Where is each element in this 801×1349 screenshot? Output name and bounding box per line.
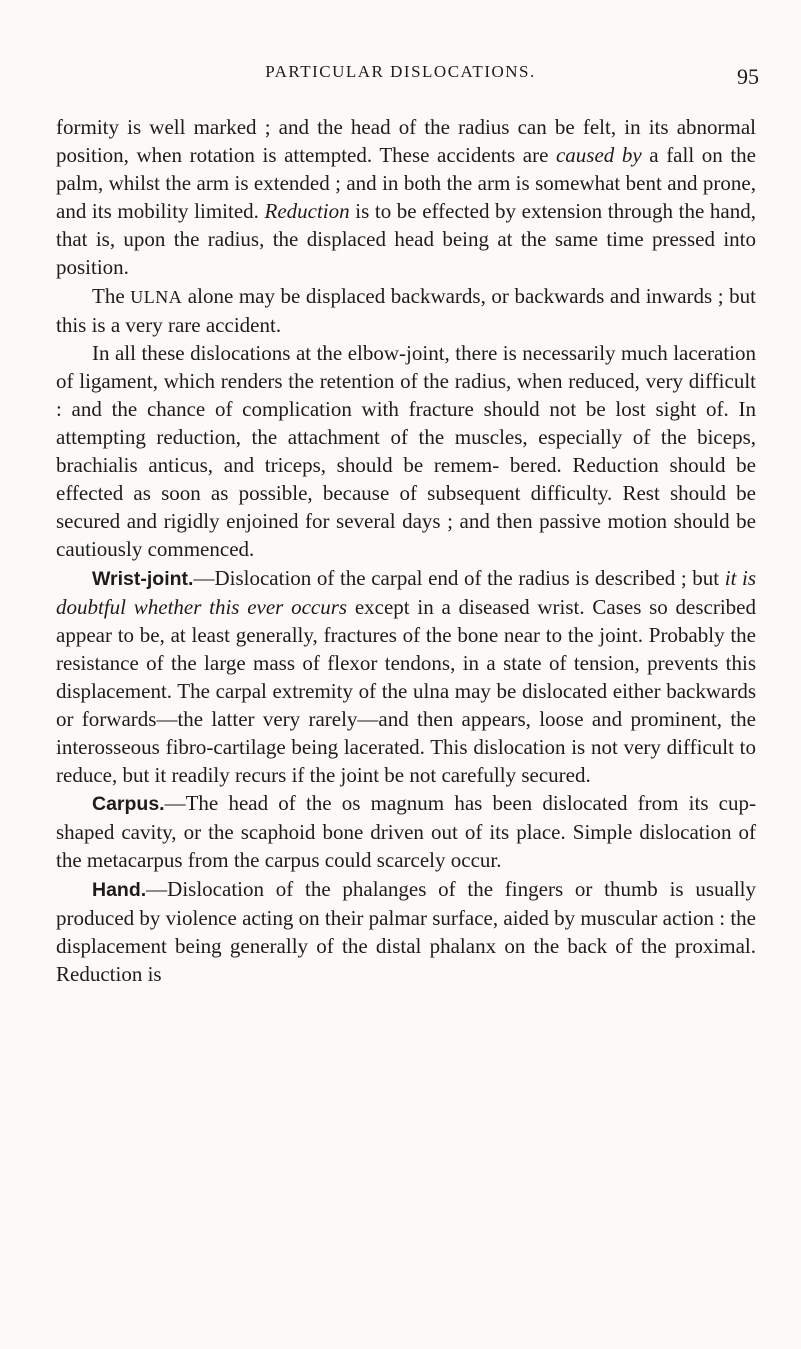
page-header (0, 62, 801, 92)
paragraph-radius-dislocation (56, 113, 756, 282)
text-run: —Dislocation of the carpal end of the radius is described ; but (193, 565, 725, 590)
italic-run: caused by (555, 143, 642, 168)
paragraph-ulna (56, 282, 756, 339)
text-run: —The head of the os magnum has been dislocated from its cup-shaped cavity, or the scaphoid bone driven out of its place. Simple dislocation of the metacarpus from the carpus could scarcely occur. (56, 791, 756, 873)
text-run: a fall on the palm, whilst the arm is extended ; and in both the arm is somewhat bent and prone, and its mobility limited. (56, 143, 756, 224)
text-run: —Dislocation of the phalanges of the fingers or thumb is usually produced by violence acting on their palmar surface, aided by muscular action : the displacement being generally of the distal phalanx on the back of the proximal. Reduction is (56, 876, 756, 986)
small-caps-term: ULNA (130, 286, 183, 307)
section-heading: Hand. (92, 878, 147, 901)
paragraph-hand (56, 875, 756, 988)
paragraph-wrist-joint (56, 564, 756, 790)
text-run: The (92, 283, 131, 308)
page-number: 95 (737, 64, 759, 89)
paragraph-elbow-joint (56, 339, 756, 564)
text-run: except in a diseased wrist. Cases so described appear to be, at least generally, fractures of the bone near to the joint. Probably the resistance of the large mass of flexor tendons, in a state of tension, prevents this displacement. The carpal extremity of the ulna may be dislocated either backwards or forwards—the latter very rarely—and then appears, loose and prominent, the interosseous fibro-cartilage being lacerated. This dislocation is not very difficult to reduce, but it readily recurs if the joint be not carefully secured. (56, 594, 756, 788)
paragraph-carpus (56, 789, 756, 874)
body-text (56, 113, 756, 988)
text-run: alone may be displaced backwards, or backwards and inwards ; but this is a very rare accident. (56, 283, 756, 337)
text-run: is to be effected by extension through the hand, that is, upon the radius, the displaced head being at the same time pressed into position. (56, 199, 756, 280)
italic-run: it is doubtful whether this ever occurs (56, 565, 756, 619)
italic-run: Reduction (264, 199, 350, 224)
running-head: PARTICULAR DISLOCATIONS. (265, 62, 536, 81)
section-heading: Carpus. (92, 793, 165, 816)
text-run: formity is well marked ; and the head of the radius can be felt, in its abnormal position, when rotation is attempted. These accidents are (56, 115, 756, 168)
text-run: In all these dislocations at the elbow-joint, there is necessarily much laceration of ligament, which renders the retention of the radius, when reduced, very difficult : and the chance of complication with fracture should not be lost sight of. In attempting reduction, the attachment of the muscles, especially of the biceps, brachialis anticus, and triceps, should be remem- bered. Reduction should be effected as soon as possible, because of subsequent difficulty. Rest should be secured and rigidly enjoined for several days ; and then passive motion should be cautiously commenced. (56, 340, 756, 562)
section-heading: Wrist-joint. (92, 567, 194, 590)
